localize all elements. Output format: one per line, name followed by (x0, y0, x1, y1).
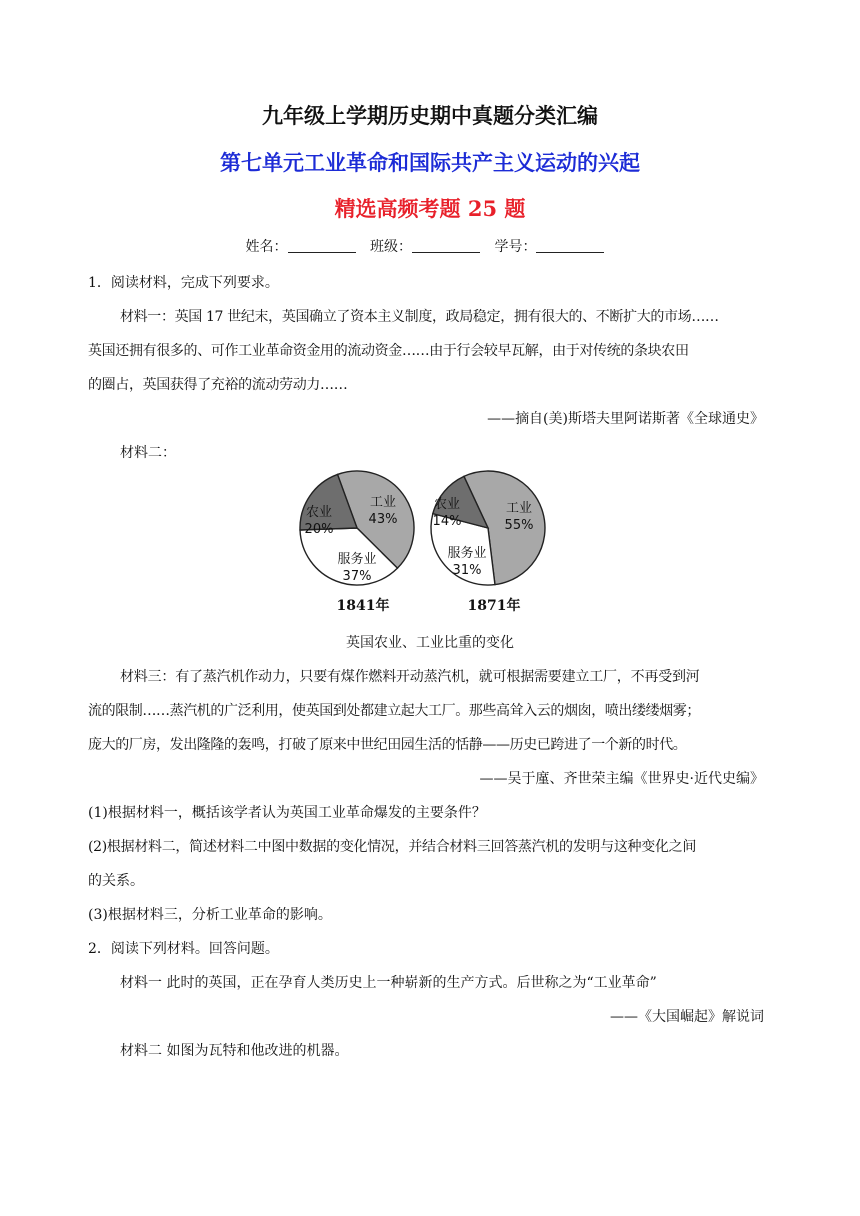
pie-slice-value: 55% (504, 518, 534, 533)
id-label: 学号： (494, 239, 537, 255)
q1-stem: 1．阅读材料，完成下列要求。 (88, 275, 279, 291)
pie-slice-value: 37% (342, 569, 372, 584)
class-blank (412, 238, 480, 253)
id-blank (536, 238, 604, 253)
q1-question-3: (3)根据材料三，分析工业革命的影响。 (88, 907, 332, 923)
pie-slice-name: 农业 (433, 497, 461, 512)
q1-material2-label: 材料二： (120, 445, 176, 461)
q1-material1-source: ——摘自(美)斯塔夫里阿诺斯著《全球通史》 (487, 411, 764, 427)
pie-slice-value: 20% (304, 522, 334, 537)
unit-title: 第七单元工业革命和国际共产主义运动的兴起 (220, 150, 640, 175)
name-label: 姓名： (245, 239, 288, 255)
pie-slice-name: 服务业 (447, 546, 487, 561)
q1-question-2-cont: 的关系。 (88, 873, 144, 889)
pie-year-label: 1871年 (467, 598, 521, 614)
q1-material3-line: 流的限制……蒸汽机的广泛利用，使英国到处都建立起大工厂。那些高耸入云的烟囱，喷出缕缕烟雾； (88, 703, 700, 719)
pie-chart-1841 (300, 471, 414, 614)
subtitle: 精选高频考题 25 题 (334, 196, 526, 221)
pie-year-label: 1841年 (336, 598, 390, 614)
q1-material3-line: 庞大的厂房，发出隆隆的轰鸣，打破了原来中世纪田园生活的恬静——历史已跨进了一个新的时代。 (88, 737, 687, 753)
q2-material2: 材料二 如图为瓦特和他改进的机器。 (120, 1043, 349, 1059)
q1-material1-line: 的圈占，英国获得了充裕的流动劳动力…… (88, 377, 348, 393)
q1-question-2: (2)根据材料二，简述材料二中图中数据的变化情况，并结合材料三回答蒸汽机的发明与这种变化之间 (88, 839, 697, 855)
pie-slice-name: 工业 (505, 501, 533, 516)
class-label: 班级： (370, 239, 412, 255)
q2-material1: 材料一 此时的英国，正在孕育人类历史上一种崭新的生产方式。后世称之为“工业革命” (120, 975, 657, 991)
document-title: 九年级上学期历史期中真题分类汇编 (262, 103, 598, 128)
pie-charts (295, 468, 555, 616)
q1-material1-line: 英国还拥有很多的、可作工业革命资金用的流动资金……由于行会较早瓦解，由于对传统的条块农田 (88, 343, 689, 359)
q2-stem: 2．阅读下列材料。回答问题。 (88, 941, 279, 957)
pie-slice-name: 服务业 (337, 552, 377, 567)
chart-caption: 英国农业、工业比重的变化 (346, 635, 514, 651)
name-blank (288, 238, 356, 253)
q1-material3-line: 材料三：有了蒸汽机作动力，只要有煤作燃料开动蒸汽机，就可根据需要建立工厂，不再受到河 (120, 669, 700, 685)
pie-slice-name: 工业 (369, 495, 397, 510)
pie-chart-1871 (431, 471, 545, 614)
q2-material1-source: ——《大国崛起》解说词 (610, 1009, 764, 1025)
student-info (0, 236, 860, 256)
q1-material3-source: ——吴于廑、齐世荣主编《世界史·近代史编》 (479, 771, 764, 787)
pie-slice-value: 43% (368, 512, 398, 527)
pie-slice-value: 31% (452, 563, 482, 578)
pie-slice-value: 14% (432, 514, 462, 529)
pie-slice-name: 农业 (305, 505, 333, 520)
q1-material1-line: 材料一：英国 17 世纪末，英国确立了资本主义制度，政局稳定，拥有很大的、不断扩大的市场…… (120, 309, 719, 325)
q1-question-1: (1)根据材料一，概括该学者认为英国工业革命爆发的主要条件？ (88, 805, 486, 821)
